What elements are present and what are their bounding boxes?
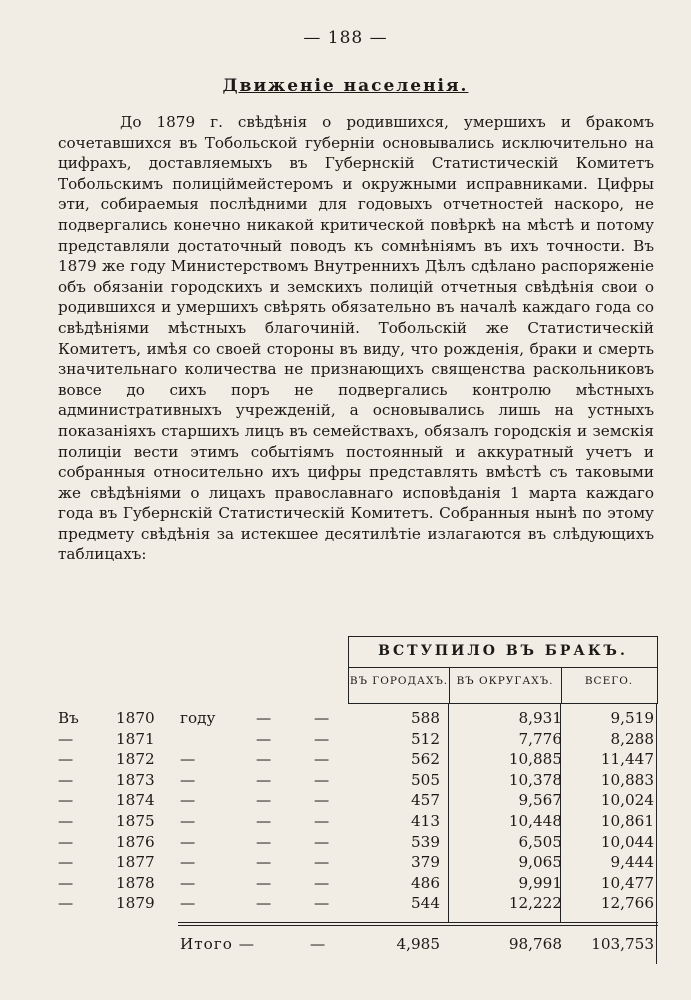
row-total: 10,044 [600,832,654,851]
row-districts: 9,991 [518,873,562,892]
table-row [58,770,658,791]
row-label: — [58,894,74,913]
row-label: — [58,811,74,830]
row-total: 10,477 [600,873,654,892]
row-dash: — [314,729,330,748]
row-dash: — [314,811,330,830]
row-total: 8,288 [610,729,654,748]
row-total: 10,861 [600,811,654,830]
row-label: — [58,729,74,748]
row-towns: 539 [411,832,440,851]
row-word: — [180,811,196,830]
table-row [58,729,658,750]
total-all: 103,753 [591,935,654,953]
row-total: 10,024 [600,791,654,810]
row-word: году [180,709,216,727]
row-districts: 6,505 [518,832,562,851]
sum-rule [178,925,658,926]
table-row [58,749,658,770]
marriage-table [58,636,658,966]
row-towns: 512 [411,729,440,748]
row-year: 1870 [116,709,155,727]
row-districts: 7,776 [518,729,562,748]
table-row [58,873,658,894]
table-title: ВСТУПИЛО ВЪ БРАКЪ. [378,643,628,659]
row-word: — [180,853,196,872]
total-dash: — [310,935,326,953]
row-towns: 413 [411,811,440,830]
row-word: — [180,873,196,892]
row-dash: — [314,709,330,727]
row-year: 1873 [116,770,155,789]
row-towns: 486 [411,873,440,892]
row-dash: — [256,811,272,830]
column-header-towns: ВЪ ГОРОДАХЪ. [349,675,449,687]
row-dash: — [256,770,272,789]
row-word: — [180,894,196,913]
row-label: Въ [58,709,79,727]
row-total: 11,447 [600,750,654,769]
row-label: — [58,791,74,810]
row-total: 9,444 [610,853,654,872]
row-dash: — [256,791,272,810]
column-header-districts: ВЪ ОКРУГАХЪ. [456,675,554,687]
row-total: 10,883 [600,770,654,789]
row-label: — [58,750,74,769]
row-total: 9,519 [610,709,654,727]
row-towns: 544 [411,894,440,913]
body-paragraph: До 1879 г. свѣдѣнія о родившихся, умершихъ и бракомъ сочетавшихся въ Тобольской губерніи основывались исключительно на цифрахъ, доставляемыхъ въ Губернскій Статистическій Комитетъ Тобольскимъ полиціймейстеромъ и окружными исправниками. Цифры эти, собираемыя послѣдними для годовыхъ отчетностей наскоро, не подвергались конечно никакой критической повѣркѣ на мѣстѣ и потому представляли достаточный поводъ къ сомнѣніямъ въ ихъ точности. Въ 1879 же году Министерствомъ Внутреннихъ Дѣлъ сдѣлано распоряженіе объ обязаніи городскихъ и земскихъ полицій отчетныя свѣдѣнія свои о родившихся и умершихъ свѣрять обязательно въ началѣ каждаго года со свѣдѣніями мѣстныхъ благочиній. Тобольскій же Статистическій Комитетъ, имѣя со своей стороны въ виду, что рожденія, браки и смерть значительнаго количества не признающихъ священства раскольниковъ вовсе до сихъ поръ не подвергались контролю мѣстныхъ административныхъ учрежденій, а основывались лишь на устныхъ показаніяхъ старшихъ лицъ въ семействахъ, обязалъ городскія и земскія полиціи вести этимъ событіямъ постоянный и аккуратный учетъ и собранныя относительно ихъ цифры представлять вмѣстѣ съ таковыми же свѣдѣніями о лицахъ православнаго исповѣданія 1 марта каждаго года въ Губернскій Статистическій Комитетъ. Собранныя нынѣ по этому предмету свѣдѣнія за истекшее десятилѣтіе излагаются въ слѣдующихъ таблицахъ: [58,113,654,564]
table-header [348,636,658,704]
table-row [58,708,658,729]
row-districts: 10,885 [508,750,562,769]
row-districts: 10,448 [508,811,562,830]
row-label: — [58,873,74,892]
header-divider [349,667,657,668]
row-dash: — [314,873,330,892]
table-row [58,852,658,873]
total-label: Итого — [180,935,255,953]
row-dash: — [256,853,272,872]
row-year: 1874 [116,791,155,810]
row-dash: — [314,832,330,851]
row-dash: — [256,832,272,851]
row-word: — [180,750,196,769]
row-label: — [58,832,74,851]
total-row [58,932,658,956]
row-dash: — [256,894,272,913]
total-districts: 98,768 [508,935,562,953]
row-year: 1871 [116,729,155,748]
row-year: 1878 [116,873,155,892]
row-districts: 8,931 [518,709,562,727]
row-year: 1877 [116,853,155,872]
row-districts: 9,065 [518,853,562,872]
row-dash: — [314,791,330,810]
column-divider [449,667,450,703]
table-row [58,811,658,832]
table-row [58,790,658,811]
row-dash: — [256,750,272,769]
page-number: — 188 — [303,28,388,48]
row-dash: — [314,750,330,769]
row-districts: 12,222 [508,894,562,913]
row-year: 1876 [116,832,155,851]
table-row [58,893,658,914]
row-towns: 505 [411,770,440,789]
column-divider [561,667,562,703]
row-districts: 10,378 [508,770,562,789]
row-year: 1875 [116,811,155,830]
column-header-total: ВСЕГО. [584,675,634,687]
row-label: — [58,770,74,789]
row-dash: — [256,729,272,748]
row-year: 1879 [116,894,155,913]
row-dash: — [314,853,330,872]
sum-rule [178,922,658,923]
row-dash: — [314,770,330,789]
row-word: — [180,832,196,851]
row-year: 1872 [116,750,155,769]
row-label: — [58,853,74,872]
row-word: — [180,770,196,789]
table-rows [58,708,658,914]
total-towns: 4,985 [396,935,440,953]
row-towns: 588 [411,709,440,727]
row-dash: — [256,709,272,727]
row-dash: — [256,873,272,892]
row-dash: — [314,894,330,913]
row-towns: 562 [411,750,440,769]
table-row [58,832,658,853]
row-districts: 9,567 [518,791,562,810]
row-word: — [180,791,196,810]
section-heading: Движеніе населенія. [222,76,469,96]
row-towns: 457 [411,791,440,810]
row-towns: 379 [411,853,440,872]
row-total: 12,766 [600,894,654,913]
